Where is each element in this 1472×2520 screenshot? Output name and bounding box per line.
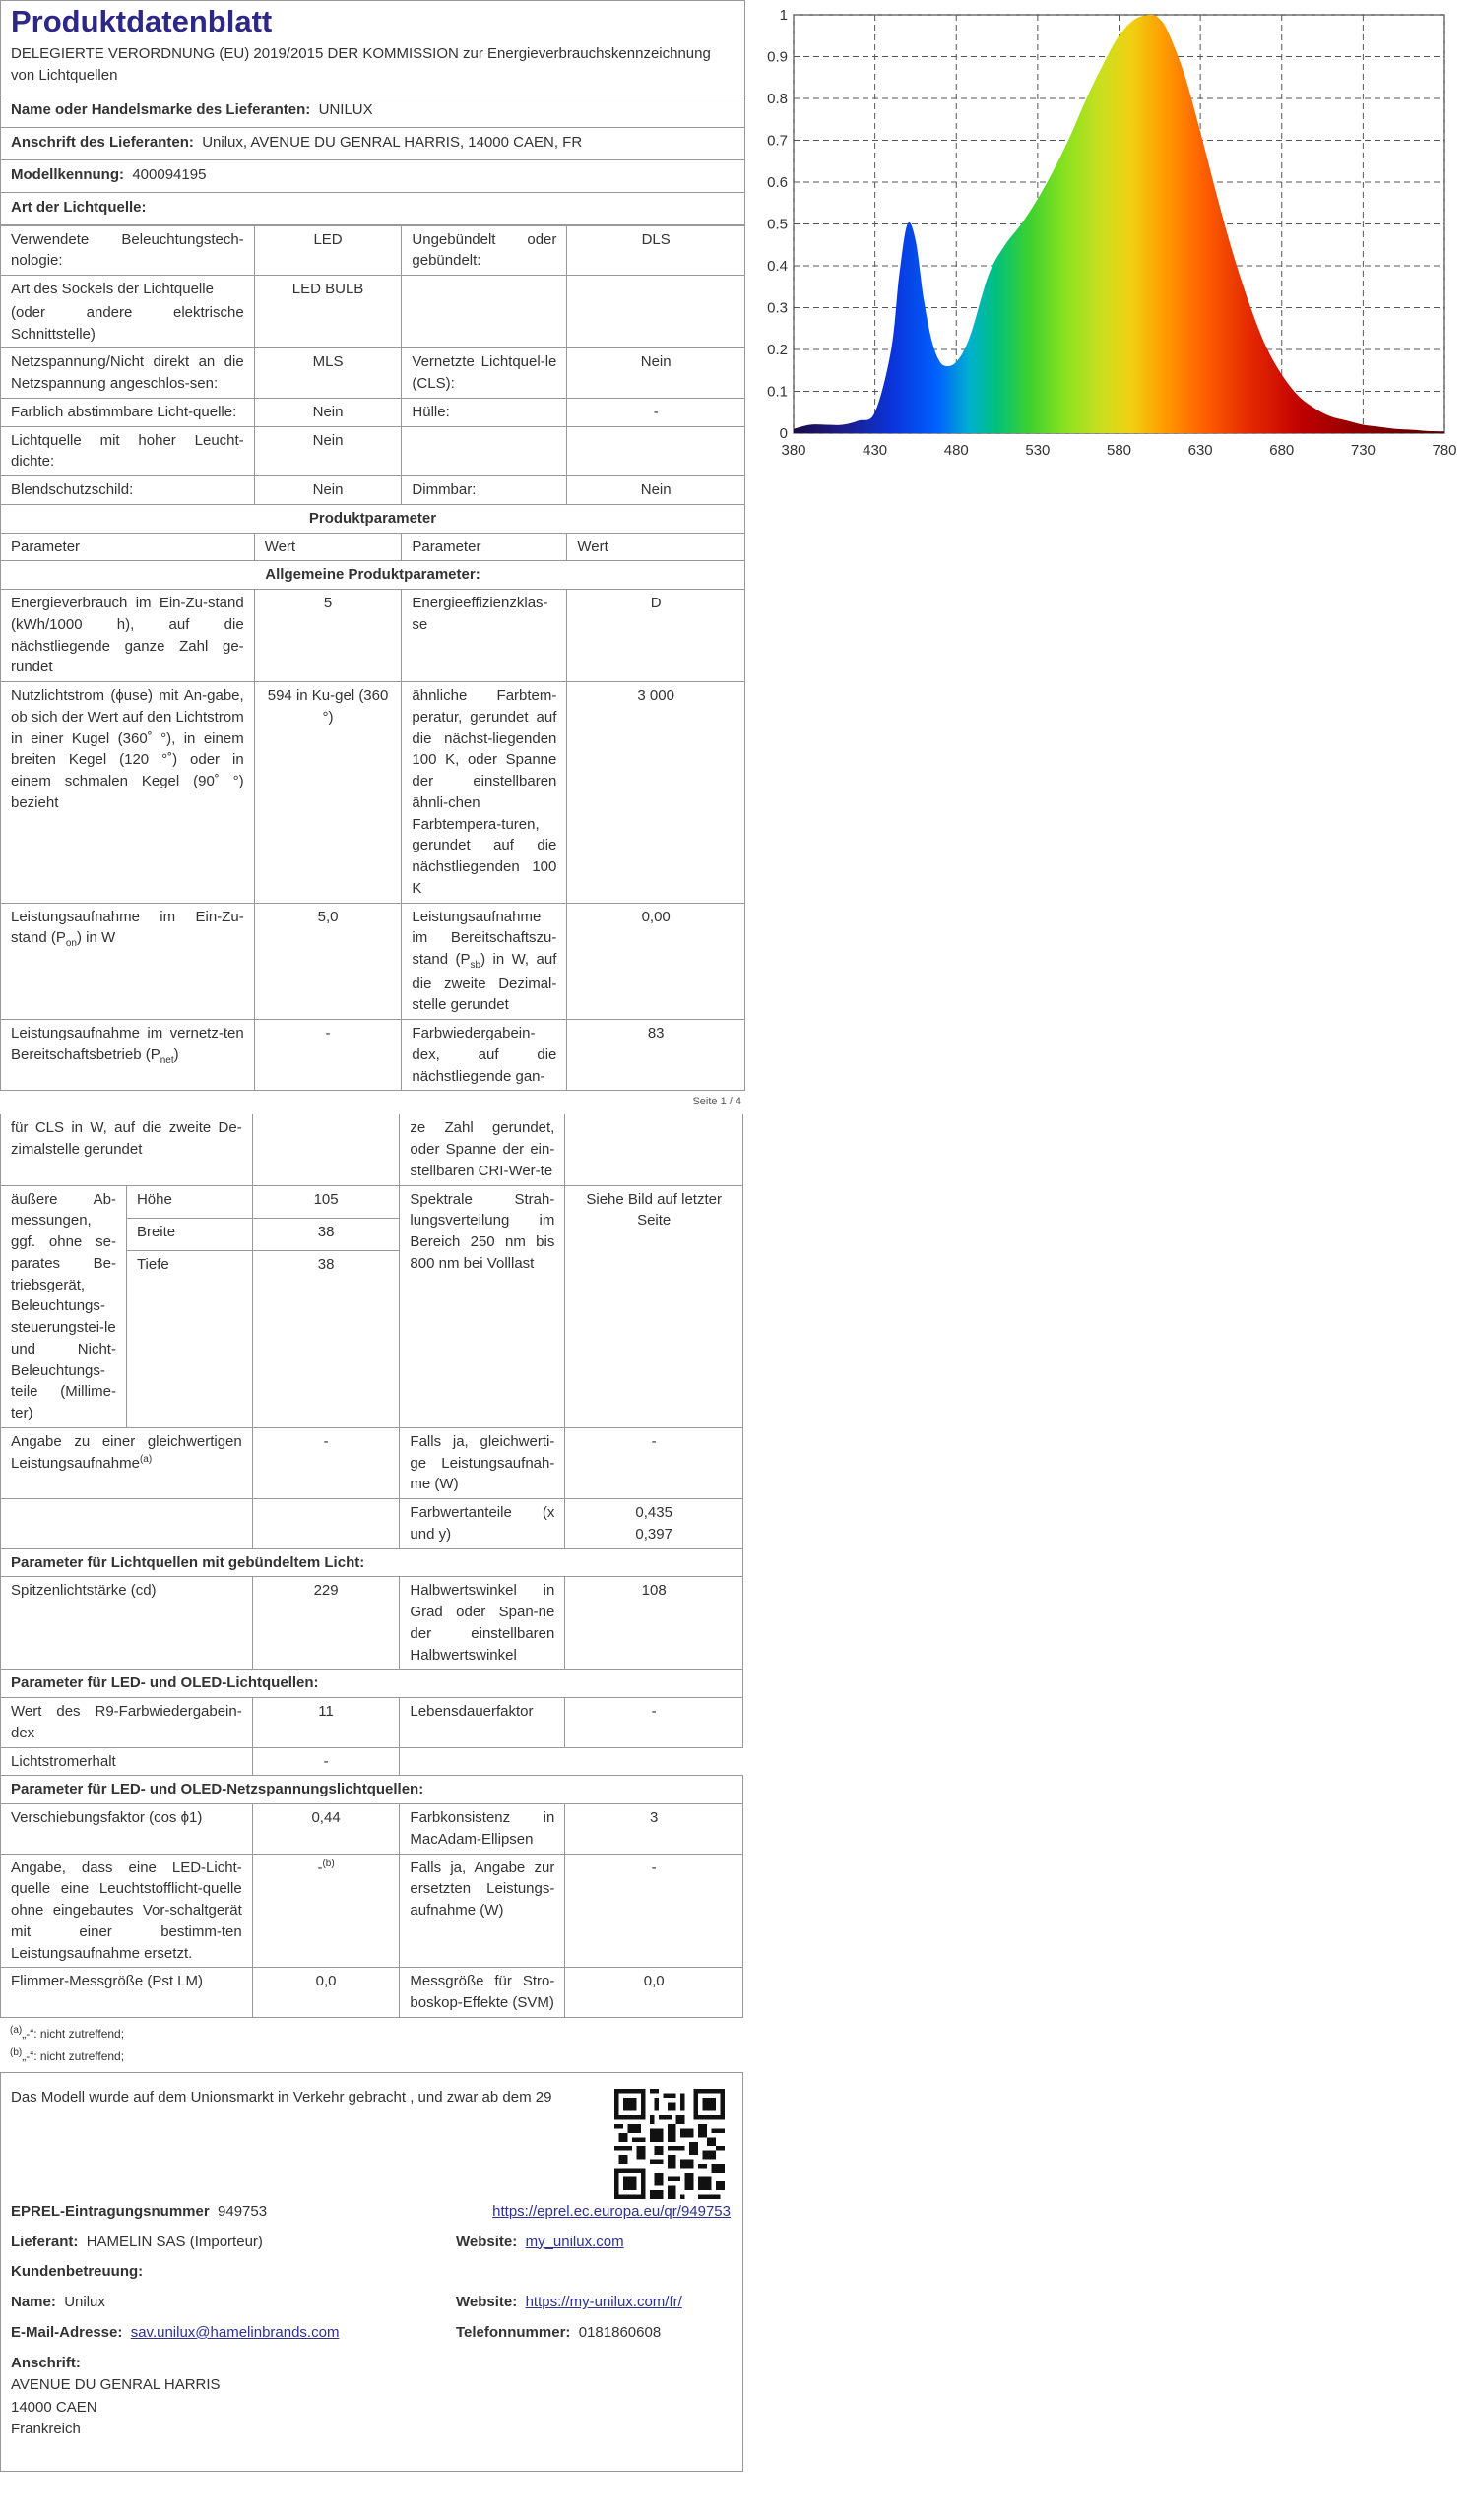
x-tick-label: 580	[1106, 442, 1132, 459]
cell: LED BULB	[254, 276, 402, 348]
cell: Energieeffizienzklas-se	[402, 590, 567, 682]
cell: Farbwertanteile (x und y)	[400, 1499, 565, 1549]
cell	[402, 903, 567, 1020]
footnote-mark: (a)	[10, 2024, 23, 2036]
cell-text: -	[317, 1858, 323, 1876]
cell	[252, 1499, 400, 1549]
name-label: Name:	[11, 2294, 56, 2311]
cell	[567, 276, 745, 348]
cell-superscript: (b)	[322, 1858, 335, 1869]
eprel-row	[11, 2201, 456, 2223]
y-tick-label: 0.3	[767, 299, 788, 317]
cell	[565, 1499, 743, 1549]
cell: Spitzenlichtstärke (cd)	[1, 1577, 253, 1670]
cell: Siehe Bild auf letzter Seite	[565, 1185, 743, 1427]
cell: Farblich abstimmbare Licht-quelle:	[1, 398, 255, 426]
y-tick-label: 0.7	[767, 132, 788, 150]
cell: ähnliche Farbtem-peratur, gerundet auf die nächst-liegenden 100 K, oder Spanne der einstellbaren ähnli-chen Farbtempera-turen, gerundet auf die nächstliegenden 100 K	[402, 682, 567, 904]
cell: 0,0	[252, 1968, 400, 2018]
cell: Farbkonsistenz in MacAdam-Ellipsen	[400, 1804, 565, 1855]
cell: Lichtquelle mit hoher Leucht-dichte:	[1, 426, 255, 476]
cell: 229	[252, 1577, 400, 1670]
cell	[565, 1114, 743, 1185]
x-tick-label: 430	[863, 442, 888, 459]
cell: Nein	[567, 348, 745, 399]
model-row	[1, 159, 744, 192]
table-row	[1, 1776, 743, 1804]
datasheet	[0, 0, 745, 2472]
cell: Nein	[254, 426, 402, 476]
cell	[1, 1020, 255, 1091]
email-label: E-Mail-Adresse:	[11, 2323, 123, 2341]
cell: 0,44	[252, 1804, 400, 1855]
model-value: 400094195	[132, 165, 207, 183]
params-table-continued	[0, 1114, 743, 2018]
cell: Lebensdauerfaktor	[400, 1698, 565, 1748]
table-row	[1, 426, 745, 476]
eprel-value: 949753	[218, 2202, 268, 2220]
supplier-value: HAMELIN SAS (Importeur)	[86, 2233, 263, 2250]
cell: 5,0	[254, 903, 402, 1020]
cell-text: ) in W	[77, 929, 116, 947]
qr-code-icon[interactable]	[614, 2089, 725, 2199]
cell	[402, 426, 567, 476]
market-text: Das Modell wurde auf dem Unionsmarkt in Verkehr gebracht , und zwar ab dem 29	[11, 2089, 552, 2107]
address-label: Anschrift:	[11, 2354, 81, 2371]
cell-superscript: (a)	[139, 1453, 153, 1465]
page-break	[0, 1091, 745, 1114]
column-header: Wert	[567, 533, 745, 561]
x-tick-label: 680	[1269, 442, 1295, 459]
x-tick-label: 530	[1025, 442, 1051, 459]
footnote-text: „-“: nicht zutreffend;	[22, 2048, 125, 2063]
cell	[400, 1747, 565, 1776]
cell: Halbwertswinkel in Grad oder Span-ne der einstellbaren Halbwertswinkel	[400, 1577, 565, 1670]
cell	[252, 1854, 400, 1968]
model-label: Modellkennung:	[11, 165, 124, 183]
regulation-text: DELEGIERTE VERORDNUNG (EU) 2019/2015 DER KOMMISSION zur Energieverbrauchskennzeichnung von Lichtquellen	[11, 45, 711, 84]
table-header-row	[1, 533, 745, 561]
y-tick-label: 0.9	[767, 48, 788, 66]
service-row	[11, 2261, 456, 2283]
address-line: AVENUE DU GENRAL HARRIS	[11, 2376, 221, 2394]
cell: 594 in Ku-gel (360 °)	[254, 682, 402, 904]
column-header: Parameter	[1, 533, 255, 561]
cell	[567, 426, 745, 476]
phone-row	[456, 2322, 733, 2344]
supplier-name-value: UNILUX	[318, 100, 373, 118]
section-title: Parameter für LED- und OLED-Lichtquellen:	[1, 1670, 743, 1698]
website-row	[456, 2232, 733, 2253]
table-row	[1, 398, 745, 426]
table-row	[1, 1698, 743, 1748]
cell: für CLS in W, auf die zweite De-zimalstelle gerundet	[1, 1114, 253, 1185]
spectrum-chart	[760, 0, 1472, 472]
cell: -	[567, 398, 745, 426]
cell-subscript: sb	[470, 960, 481, 972]
supplier-name-label: Name oder Handelsmarke des Lieferanten:	[11, 100, 311, 118]
cell: 83	[567, 1020, 745, 1091]
cell: Farbwiedergabein-dex, auf die nächstliegende gan-	[402, 1020, 567, 1091]
website2-row	[456, 2292, 733, 2313]
footnote-text: „-“: nicht zutreffend;	[22, 2026, 125, 2041]
section-title: Parameter für Lichtquellen mit gebündeltem Licht:	[1, 1548, 743, 1577]
website2-link[interactable]: https://my-unilux.com/fr/	[525, 2294, 682, 2311]
cell: Nein	[254, 476, 402, 505]
supplier-label: Lieferant:	[11, 2233, 79, 2250]
y-tick-label: 0.5	[767, 216, 788, 233]
cell: Vernetzte Lichtquel-le (CLS):	[402, 348, 567, 399]
cell: 38	[252, 1250, 400, 1427]
cell: Spektrale Strah-lungsverteilung im Bereich 250 nm bis 800 nm bei Volllast	[400, 1185, 565, 1427]
cell: 38	[252, 1218, 400, 1250]
cell	[252, 1114, 400, 1185]
footnote-a	[0, 2022, 745, 2045]
cell	[402, 276, 567, 348]
cell: -	[252, 1747, 400, 1776]
name-value: Unilux	[64, 2294, 105, 2311]
table-row	[1, 348, 745, 399]
table-row	[1, 225, 745, 276]
cell: Angabe, dass eine LED-Licht-quelle eine Leuchtstofflicht-quelle ohne eingebautes Vor-schaltgerät mit einer bestimm-ten Leistungsaufnahme ersetzt.	[1, 1854, 253, 1968]
table-row	[1, 1670, 743, 1698]
cell: 108	[565, 1577, 743, 1670]
cell: Nein	[567, 476, 745, 505]
supplier-row	[11, 2232, 456, 2253]
email-link[interactable]: sav.unilux@hamelinbrands.com	[130, 2323, 340, 2341]
x-tick-label: 730	[1350, 442, 1376, 459]
cell: Höhe	[126, 1185, 252, 1218]
cell: 0,0	[565, 1968, 743, 2018]
cell: Blendschutzschild:	[1, 476, 255, 505]
y-tick-label: 0	[779, 425, 788, 442]
info-block	[0, 2072, 743, 2472]
y-tick-label: 0.8	[767, 91, 788, 107]
page-number: Seite 1 / 4	[692, 1096, 741, 1108]
table-row	[1, 1427, 743, 1498]
table-row	[1, 561, 745, 590]
cell: 0,00	[567, 903, 745, 1020]
cell: Nein	[254, 398, 402, 426]
cell: Verwendete Beleuchtungstech-nologie:	[1, 225, 255, 276]
section-title: Parameter für LED- und OLED-Netzspannungslichtquellen:	[1, 1776, 743, 1804]
table-row	[1, 1185, 743, 1218]
cell	[565, 1747, 743, 1776]
table-row	[1, 1499, 743, 1549]
cell: Netzspannung/Nicht direkt an die Netzspannung angeschlos-sen:	[1, 348, 255, 399]
cell: Falls ja, gleichwerti-ge Leistungsaufnah-me (W)	[400, 1427, 565, 1498]
x-tick-label: 780	[1432, 442, 1457, 459]
service-label: Kundenbetreuung:	[11, 2263, 144, 2281]
phone-value: 0181860608	[578, 2323, 662, 2341]
eprel-link-row	[456, 2201, 733, 2223]
cell: 105	[252, 1185, 400, 1218]
cell-text: (oder andere elektrische Schnittstelle)	[11, 303, 244, 343]
cell-text: Art des Sockels der Lichtquelle	[11, 281, 214, 298]
website-label: Website:	[456, 2233, 518, 2250]
lightsource-type-label: Art der Lichtquelle:	[11, 198, 147, 216]
table-row	[1, 903, 745, 1020]
x-tick-label: 630	[1187, 442, 1213, 459]
cell: -	[254, 1020, 402, 1091]
cell: äußere Ab-messungen, ggf. ohne se-parates Be-triebsgerät, Beleuchtungs-steuerungstei-le und Nicht-Beleuchtungs-teile (Millime-ter)	[1, 1185, 127, 1427]
cell-text: Leistungsaufnahme im vernetz-ten Bereitschaftsbetrieb (P	[11, 1025, 244, 1063]
cell: Dimmbar:	[402, 476, 567, 505]
table-row	[1, 1968, 743, 2018]
table-row	[1, 1804, 743, 1855]
cell-subscript: on	[65, 938, 77, 950]
address-block	[11, 2353, 733, 2441]
cell: LED	[254, 225, 402, 276]
lightsource-type-row	[1, 192, 744, 224]
address-line: 14000 CAEN	[11, 2398, 97, 2416]
cell: Hülle:	[402, 398, 567, 426]
cell: D	[567, 590, 745, 682]
supplier-address-label: Anschrift des Lieferanten:	[11, 133, 194, 151]
table-row	[1, 276, 745, 348]
y-tick-label: 0.6	[767, 174, 788, 191]
cell: -	[565, 1854, 743, 1968]
table-row	[1, 1577, 743, 1670]
cell-text: )	[173, 1045, 179, 1063]
cell-text: ) in W, auf die zweite Dezimal-stelle gerundet	[412, 951, 557, 1014]
cell-text: Angabe zu einer gleichwertigen Leistungsaufnahme	[11, 1432, 242, 1472]
cell: Flimmer-Messgröße (Pst LM)	[1, 1968, 253, 2018]
cell: Energieverbrauch im Ein-Zu-stand (kWh/1000 h), auf die nächstliegende ganze Zahl ge-rundet	[1, 590, 255, 682]
table-row	[1, 682, 745, 904]
website2-label: Website:	[456, 2294, 518, 2311]
table-row	[1, 1747, 743, 1776]
section-title: Allgemeine Produktparameter:	[1, 561, 745, 590]
section-title: Produktparameter	[1, 504, 745, 533]
lightsource-table	[0, 225, 745, 1092]
table-row	[1, 1020, 745, 1091]
cell: DLS	[567, 225, 745, 276]
website-link[interactable]: my_unilux.com	[525, 2233, 624, 2250]
cell: Nutzlichtstrom (ϕuse) mit An-gabe, ob sich der Wert auf den Lichtstrom in einer Kugel (360˚ °), in einem breiten Kegel (120 °˚) oder in einem schmalen Kegel (90˚ °) bezieht	[1, 682, 255, 904]
cell: 3	[565, 1804, 743, 1855]
cell-text: Leistungsaufnahme im Ein-Zu-stand (P	[11, 908, 244, 947]
cell: 3 000	[567, 682, 745, 904]
table-row	[1, 1114, 743, 1185]
supplier-name-row	[1, 94, 744, 127]
cell: Messgröße für Stro-boskop-Effekte (SVM)	[400, 1968, 565, 2018]
column-header: Wert	[254, 533, 402, 561]
cell	[1, 1499, 253, 1549]
y-tick-label: 0.1	[767, 383, 788, 401]
cell: 11	[252, 1698, 400, 1748]
cell: Ungebündelt oder gebündelt:	[402, 225, 567, 276]
y-tick-label: 0.2	[767, 342, 788, 358]
cell: Tiefe	[126, 1250, 252, 1427]
cell: 5	[254, 590, 402, 682]
cell-text: Leistungsaufnahme im Bereitschaftszu-stand (P	[412, 908, 557, 969]
column-header: Parameter	[402, 533, 567, 561]
name-row	[11, 2292, 456, 2313]
cell	[1, 903, 255, 1020]
supplier-address-row	[1, 127, 744, 159]
cell	[1, 276, 255, 348]
y-tick-label: 1	[779, 7, 788, 24]
cell: Breite	[126, 1218, 252, 1250]
eprel-label: EPREL-Eintragungsnummer	[11, 2202, 210, 2220]
y-tick-label: 0.4	[767, 258, 788, 275]
cell-text: 0,435	[635, 1504, 672, 1522]
empty-cell	[456, 2261, 733, 2283]
cell-text: 0,397	[635, 1525, 672, 1543]
footnote-b	[0, 2045, 745, 2067]
cell: Lichtstromerhalt	[1, 1747, 253, 1776]
phone-label: Telefonnummer:	[456, 2323, 571, 2341]
cell	[1, 1427, 253, 1498]
cell: Falls ja, Angabe zur ersetzten Leistungs-aufnahme (W)	[400, 1854, 565, 1968]
footnote-mark: (b)	[10, 2047, 23, 2058]
cell: -	[565, 1698, 743, 1748]
address-line: Frankreich	[11, 2421, 81, 2438]
cell: Wert des R9-Farbwiedergabein-dex	[1, 1698, 253, 1748]
eprel-link[interactable]: https://eprel.ec.europa.eu/qr/949753	[492, 2202, 731, 2220]
cell: -	[565, 1427, 743, 1498]
table-row	[1, 1548, 743, 1577]
cell-subscript: net	[160, 1054, 174, 1066]
cell: -	[252, 1427, 400, 1498]
table-row	[1, 1854, 743, 1968]
table-row	[1, 504, 745, 533]
cell: MLS	[254, 348, 402, 399]
cell: ze Zahl gerundet, oder Spanne der ein-stellbaren CRI-Wer-te	[400, 1114, 565, 1185]
x-tick-label: 380	[781, 442, 806, 459]
cell: Verschiebungsfaktor (cos ϕ1)	[1, 1804, 253, 1855]
page-title: Produktdatenblatt	[11, 4, 273, 38]
header-block	[0, 0, 745, 225]
table-row	[1, 590, 745, 682]
info-grid	[11, 2201, 733, 2344]
table-row	[1, 476, 745, 505]
x-tick-label: 480	[943, 442, 969, 459]
supplier-address-value: Unilux, AVENUE DU GENRAL HARRIS, 14000 CAEN, FR	[202, 133, 583, 151]
email-row	[11, 2322, 456, 2344]
